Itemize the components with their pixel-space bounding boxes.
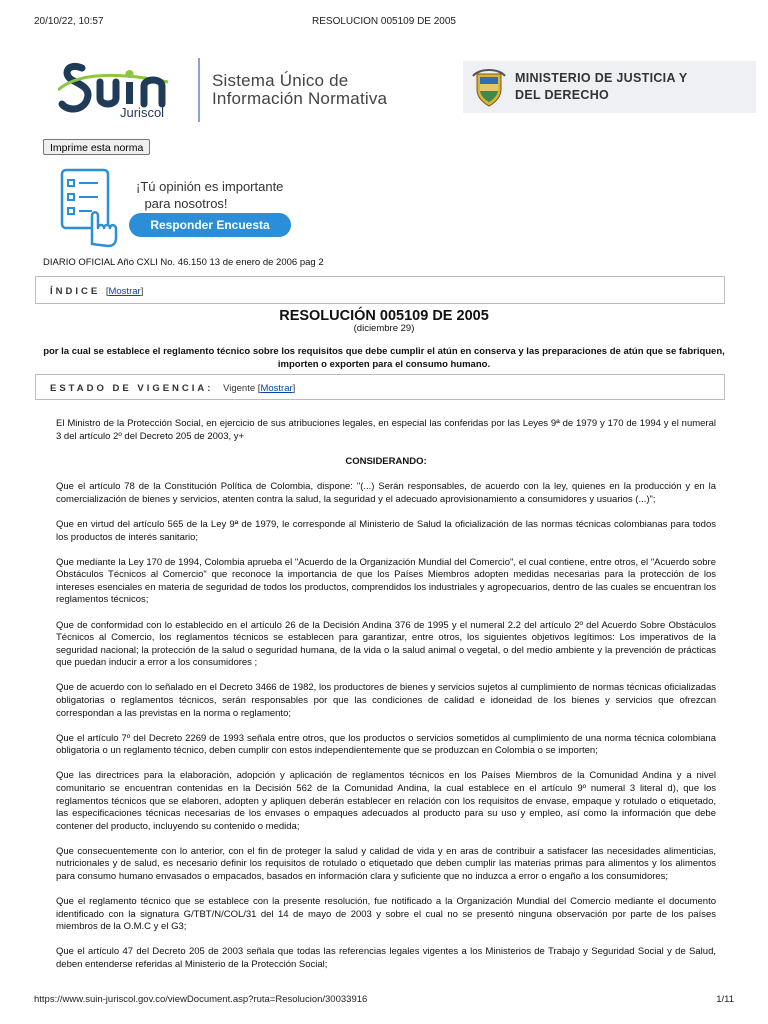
ministry-line2: DEL DERECHO (515, 88, 610, 102)
vigencia-label-text: ESTADO DE VIGENCIA: (50, 383, 214, 394)
logo-subtitle: Juriscol (120, 105, 165, 120)
considerando-paragraph: Que el reglamento técnico que se establece con la presente resolución, fue notificado a la Organización Mundial del Comercio mediante el documento identificado con la signatura G/TBT/N/COL/31 del 14 de mayo de 2003 y sobre el cual no se presentó ninguna observación por parte de los países miembros de la O.M.C y el G3; (56, 896, 716, 933)
considerando-paragraph: Que las directrices para la elaboración, adopción y aplicación de reglamentos técnicos en los Países Miembros de la Comunidad Andina y a nivel comunitario se encuentran contenidas en la Decisión 562 de la Comunidad Andina, la cual establece en el artículo 9º numeral 3 literal d), que los reglamentos técnicos que se elaboren, adopten y apliquen deberán establecer en relación con los requisitos de envase, empaque y rotulado o etiquetado, las especificaciones técnicas necesarias de los envases o empaques adecuados al producto para su uso y empleo, así como la información que debe contener del producto, incluyendo su contenido o medida; (56, 770, 716, 832)
pointing-hand-icon (92, 212, 116, 246)
vigencia-box (35, 374, 725, 400)
survey-clipboard-icon (58, 166, 128, 248)
ministry-banner (463, 61, 756, 113)
index-show-link[interactable]: Mostrar (108, 286, 141, 297)
system-name-line1: Sistema Único de (212, 71, 349, 90)
document-date: (diciembre 29) (353, 323, 415, 334)
index-label: ÍNDICE [Mostrar] (50, 286, 144, 297)
survey-question-line1: ¡Tú opinión es importante (136, 179, 284, 194)
print-title: RESOLUCION 005109 DE 2005 (312, 16, 456, 27)
print-url: https://www.suin-juriscol.gov.co/viewDocument.asp?ruta=Resolucion/30033916 (34, 994, 368, 1005)
document-description: por la cual se establece el reglamento técnico sobre los requisitos que debe cumplir el atún en conserva y las preparaciones de atún que se fabriquen, importen o exporten para el consumo humano. (43, 346, 725, 370)
considerando-paragraph: Que el artículo 7º del Decreto 2269 de 1993 señala entre otros, que los productos o servicios sometidos al cumplimiento de una norma técnica colombiana obligatoria o un reglamento técnico, deben cumplir con estos independientemente que se produzcan en Colombia o se importen; (56, 732, 716, 757)
considerando-paragraph: Que el artículo 78 de la Constitución Política de Colombia, dispone: "(...) Serán responsables, de acuerdo con la ley, quienes en la producción y en la comercialización de bienes y servicios, atenten contra la salud, la seguridad y el adecuado aprovisionamiento a consumidores y usuarios (...)"; (56, 481, 716, 505)
survey-banner[interactable] (58, 166, 298, 248)
considerando-paragraph: Que de conformidad con lo establecido en el artículo 26 de la Decisión Andina 376 de 1995 y el numeral 2.2 del artículo 2º del Acuerdo Sobre Obstáculos Técnicos al Comercio, los reglamentos técnicos se establecen para garantizar, entre otros, los siguientes objetivos legítimos: Los imperativos de la seguridad nacional; la protección de la salud o seguridad humana, de la vida o la salud animal o vegetal, o del medio ambiente y la prevención de prácticas que puedan inducir a error a los consumidores ; (56, 619, 716, 669)
system-name-line2: Información Normativa (212, 89, 388, 108)
vigencia-status: Vigente (223, 383, 256, 394)
diario-oficial-reference: DIARIO OFICIAL Año CXLI No. 46.150 13 de enero de 2006 pag 2 (43, 257, 324, 268)
print-button[interactable]: Imprime esta norma (43, 139, 150, 155)
considerando-paragraph: Que el artículo 47 del Decreto 205 de 2003 señala que todas las referencias legales vigentes a los Ministerios de Trabajo y Seguridad Social y de Salud, deben entenderse referidas al Ministerio de la Protección Social; (56, 946, 716, 970)
document-title: RESOLUCIÓN 005109 DE 2005 (279, 308, 489, 324)
survey-question (136, 178, 284, 212)
considerando-heading: CONSIDERANDO: (345, 455, 427, 467)
survey-question-line2: para nosotros! (144, 196, 228, 211)
page-number: 1/11 (716, 994, 734, 1005)
system-name (212, 72, 387, 108)
vigencia-show-link[interactable]: Mostrar (260, 383, 293, 394)
document-body (56, 418, 716, 984)
print-timestamp: 20/10/22, 10:57 (34, 16, 104, 27)
respond-survey-button[interactable]: Responder Encuesta (129, 213, 291, 237)
colombia-shield-icon (471, 68, 507, 108)
index-label-text: ÍNDICE (50, 286, 101, 297)
ministry-line1: MINISTERIO DE JUSTICIA Y (515, 71, 688, 85)
considerando-paragraph: Que en virtud del artículo 565 de la Ley 9ª de 1979, le corresponde al Ministerio de Salud la oficialización de las normas técnicas colombianas para todos los productos de interés sanitario; (56, 518, 716, 543)
index-box (35, 276, 725, 304)
vigencia-label: ESTADO DE VIGENCIA: Vigente [Mostrar] (50, 383, 296, 394)
considerando-paragraph: Que consecuentemente con lo anterior, con el fin de proteger la salud y calidad de vida y en aras de contribuir a satisfacer las necesidades alimenticias, nutricionales y de salud, es necesario definir los requisitos de rotulado o etiquetado que deben cumplir las materias primas para alimentos y los alimentos para consumo humano envasados o empacados, basados en información clara y suficiente que no induzca a error o engaño a los consumidores; (56, 845, 716, 883)
print-header (0, 16, 768, 30)
considerando-paragraph: Que mediante la Ley 170 de 1994, Colombia aprueba el "Acuerdo de la Organización Mundial del Comercio", el cual contiene, entre otros, el "Acuerdo sobre Obstáculos Técnicos al Comercio" que reconoce la importancia de que los Países Miembros adopten medidas necesarias para la protección de los intereses esenciales en materia de seguridad de todos los productos, comprendidos los industriales y agropecuarios, dentro de las cuales se encuentran los reglamentos técnicos; (56, 556, 716, 606)
considerando-paragraph: Que de acuerdo con lo señalado en el Decreto 3466 de 1982, los productores de bienes y servicios sujetos al cumplimiento de normas técnicas oficializadas obligatorias o reglamentos técnicos, serán responsables por que las condiciones de calidad e idoneidad de los bienes y servicios que ofrezcan correspondan a las previstas en la norma o reglamento; (56, 682, 716, 719)
intro-paragraph: El Ministro de la Protección Social, en ejercicio de sus atribuciones legales, en especial las conferidas por las Leyes 9ª de 1979 y 170 de 1994 y el numeral 3 del artículo 2º del Decreto 205 de 2003, y+ (56, 418, 716, 442)
header-divider (198, 58, 200, 122)
ministry-name (515, 70, 688, 104)
